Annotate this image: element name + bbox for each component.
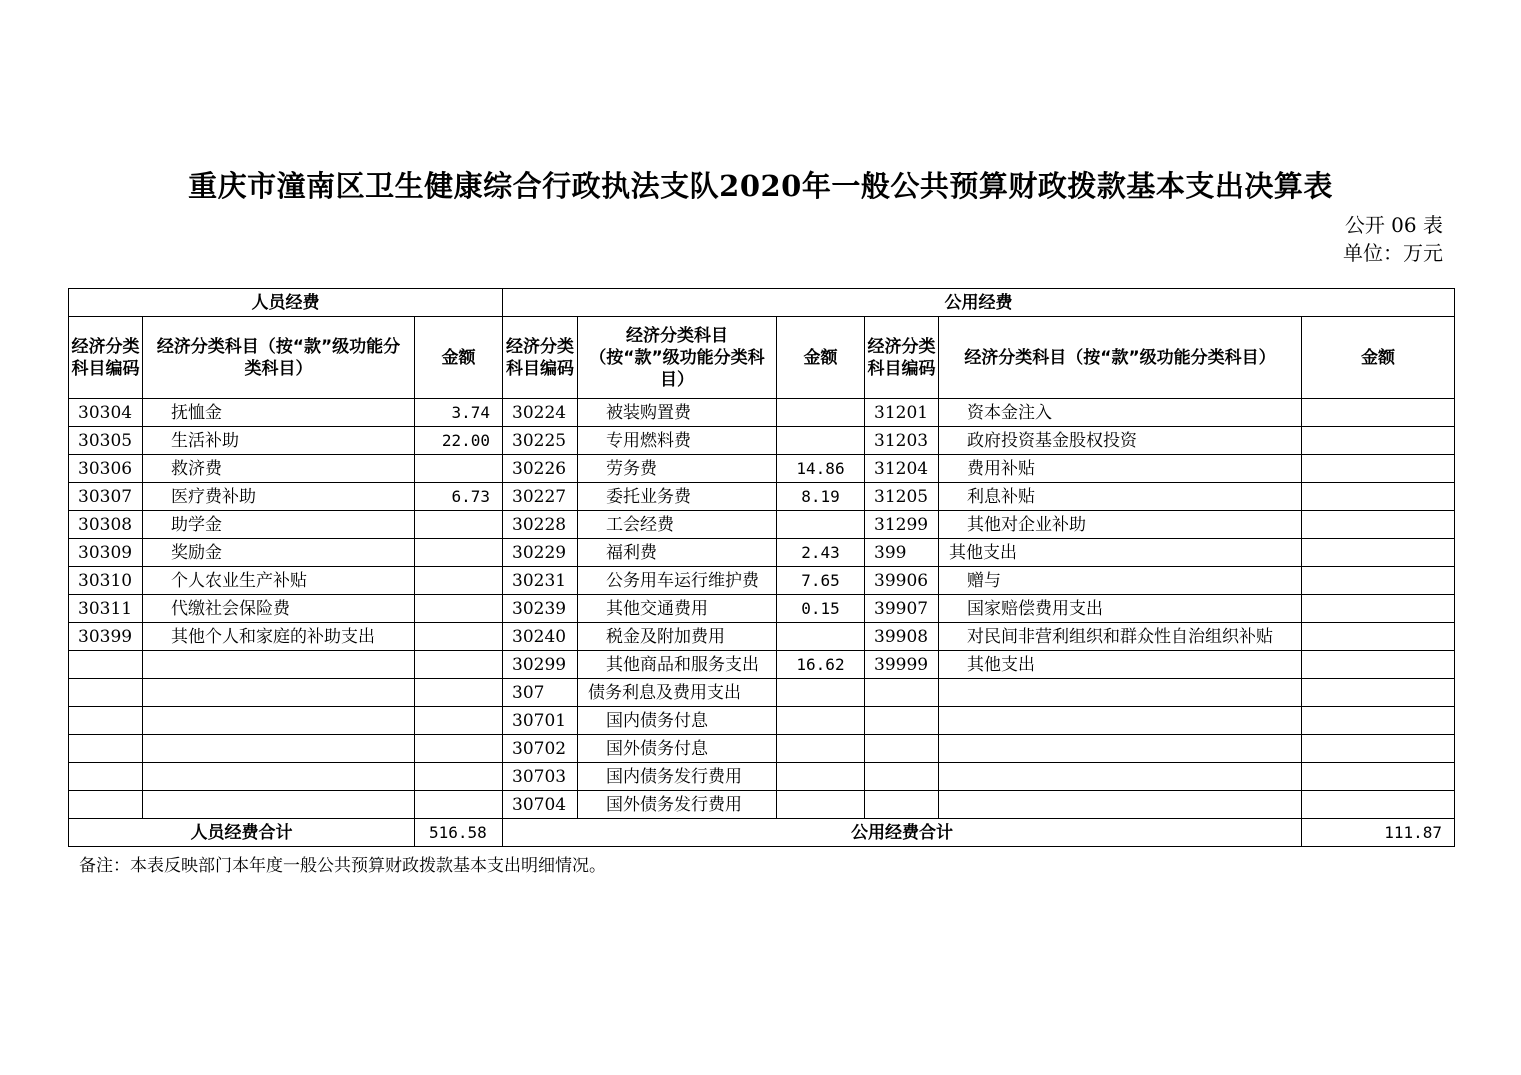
public2-code: 31204 [865,455,939,483]
personnel-amount [415,791,503,819]
table-row [69,427,1455,455]
personnel-total-amount: 516.58 [415,819,503,847]
public2-amount [1302,483,1455,511]
public-code: 30224 [503,399,578,427]
expenditure-table [68,288,1455,847]
public2-name [939,763,1302,791]
header-name: 经济分类科目（按“款”级功能分类科目） [143,317,415,399]
public-name: 劳务费 [578,455,777,483]
public2-code: 39907 [865,595,939,623]
group-header-personnel: 人员经费 [69,289,503,317]
personnel-amount [415,735,503,763]
public-total-amount: 111.87 [1302,819,1455,847]
public2-name [939,791,1302,819]
public-code: 30704 [503,791,578,819]
public2-name [939,707,1302,735]
public2-name: 其他对企业补助 [939,511,1302,539]
public2-name: 其他支出 [939,539,1302,567]
personnel-name: 奖励金 [143,539,415,567]
table-row [69,791,1455,819]
personnel-code [69,679,143,707]
public-code: 30227 [503,483,578,511]
public2-amount [1302,511,1455,539]
public-name: 被装购置费 [578,399,777,427]
public-name: 其他交通费用 [578,595,777,623]
public2-code: 31299 [865,511,939,539]
personnel-name [143,651,415,679]
public2-amount [1302,399,1455,427]
public2-amount [1302,735,1455,763]
public2-name: 其他支出 [939,651,1302,679]
table-row [69,707,1455,735]
table-row [69,735,1455,763]
table-row [69,539,1455,567]
personnel-name [143,791,415,819]
header-amount: 金额 [777,317,865,399]
public-amount: 0.15 [777,595,865,623]
public-code: 30231 [503,567,578,595]
public2-amount [1302,791,1455,819]
header-name: 经济分类科目（按“款”级功能分类科目） [578,317,777,399]
personnel-code [69,707,143,735]
table-row [69,399,1455,427]
personnel-amount [415,595,503,623]
table-number: 公开 06 表 [1344,213,1443,237]
group-header-public: 公用经费 [503,289,1455,317]
public-code: 30229 [503,539,578,567]
public-code: 30703 [503,763,578,791]
personnel-code: 30309 [69,539,143,567]
personnel-code [69,735,143,763]
header-code: 经济分类科目编码 [503,317,578,399]
public-name: 福利费 [578,539,777,567]
personnel-amount [415,455,503,483]
public-amount [777,763,865,791]
public-name: 国内债务发行费用 [578,763,777,791]
public-amount: 2.43 [777,539,865,567]
public2-code: 39908 [865,623,939,651]
public-amount [777,791,865,819]
public2-code: 399 [865,539,939,567]
public-name: 其他商品和服务支出 [578,651,777,679]
public-total-label: 公用经费合计 [503,819,1302,847]
personnel-name [143,679,415,707]
public-name: 税金及附加费用 [578,623,777,651]
personnel-code: 30311 [69,595,143,623]
page-title: 重庆市潼南区卫生健康综合行政执法支队2020年一般公共预算财政拨款基本支出决算表 [188,169,1333,203]
public2-code: 31201 [865,399,939,427]
personnel-code [69,763,143,791]
personnel-amount [415,539,503,567]
public2-code: 31203 [865,427,939,455]
public-amount [777,679,865,707]
public2-amount [1302,707,1455,735]
public-amount: 16.62 [777,651,865,679]
personnel-code: 30310 [69,567,143,595]
personnel-amount [415,511,503,539]
personnel-amount [415,707,503,735]
personnel-amount [415,623,503,651]
public-amount [777,511,865,539]
personnel-code: 30306 [69,455,143,483]
public2-amount [1302,567,1455,595]
public2-code [865,707,939,735]
personnel-code: 30399 [69,623,143,651]
public-code: 30226 [503,455,578,483]
public-name: 国外债务付息 [578,735,777,763]
public-code: 30225 [503,427,578,455]
public2-code: 39906 [865,567,939,595]
personnel-name [143,763,415,791]
public2-amount [1302,679,1455,707]
personnel-code: 30305 [69,427,143,455]
table-row [69,623,1455,651]
public2-name [939,679,1302,707]
public-amount: 8.19 [777,483,865,511]
personnel-code: 30304 [69,399,143,427]
public-code: 30240 [503,623,578,651]
public2-name: 利息补贴 [939,483,1302,511]
public2-name: 国家赔偿费用支出 [939,595,1302,623]
public2-amount [1302,763,1455,791]
table-row [69,651,1455,679]
public-amount: 7.65 [777,567,865,595]
public-name: 委托业务费 [578,483,777,511]
table-row [69,595,1455,623]
personnel-amount [415,651,503,679]
public2-name: 政府投资基金股权投资 [939,427,1302,455]
table-row [69,483,1455,511]
personnel-name: 其他个人和家庭的补助支出 [143,623,415,651]
header-amount: 金额 [1302,317,1455,399]
public2-amount [1302,539,1455,567]
public-name: 公务用车运行维护费 [578,567,777,595]
public-amount [777,427,865,455]
public2-name: 对民间非营利组织和群众性自治组织补贴 [939,623,1302,651]
table-row [69,511,1455,539]
table-row [69,567,1455,595]
personnel-code: 30307 [69,483,143,511]
public-amount [777,623,865,651]
personnel-name: 个人农业生产补贴 [143,567,415,595]
public-code: 30228 [503,511,578,539]
public-code: 30239 [503,595,578,623]
public-name: 债务利息及费用支出 [578,679,777,707]
personnel-name: 抚恤金 [143,399,415,427]
footnote: 备注：本表反映部门本年度一般公共预算财政拨款基本支出明细情况。 [79,856,606,876]
table-row [69,763,1455,791]
public-code: 30702 [503,735,578,763]
personnel-name [143,707,415,735]
public2-amount [1302,623,1455,651]
header-amount: 金额 [415,317,503,399]
header-name: 经济分类科目（按“款”级功能分类科目） [939,317,1302,399]
personnel-amount: 3.74 [415,399,503,427]
public-name: 工会经费 [578,511,777,539]
personnel-name: 助学金 [143,511,415,539]
public2-name: 费用补贴 [939,455,1302,483]
personnel-amount [415,567,503,595]
personnel-name: 代缴社会保险费 [143,595,415,623]
public2-code [865,735,939,763]
personnel-name: 生活补助 [143,427,415,455]
public2-amount [1302,595,1455,623]
personnel-amount: 6.73 [415,483,503,511]
public2-name: 资本金注入 [939,399,1302,427]
header-code: 经济分类科目编码 [69,317,143,399]
public-name: 国外债务发行费用 [578,791,777,819]
personnel-amount [415,763,503,791]
personnel-code [69,651,143,679]
personnel-code: 30308 [69,511,143,539]
table-row [69,679,1455,707]
public2-code: 39999 [865,651,939,679]
personnel-amount [415,679,503,707]
public-amount [777,735,865,763]
public2-name: 赠与 [939,567,1302,595]
personnel-total-label: 人员经费合计 [69,819,415,847]
public-amount: 14.86 [777,455,865,483]
public-code: 30299 [503,651,578,679]
public-name: 专用燃料费 [578,427,777,455]
unit-label: 单位：万元 [1343,241,1443,265]
personnel-name [143,735,415,763]
public-code: 30701 [503,707,578,735]
public2-code [865,763,939,791]
public2-code [865,679,939,707]
public2-code [865,791,939,819]
public2-amount [1302,651,1455,679]
header-code: 经济分类科目编码 [865,317,939,399]
public-code: 307 [503,679,578,707]
public2-amount [1302,427,1455,455]
public-amount [777,399,865,427]
personnel-name: 救济费 [143,455,415,483]
public2-code: 31205 [865,483,939,511]
personnel-name: 医疗费补助 [143,483,415,511]
table-row [69,455,1455,483]
personnel-amount: 22.00 [415,427,503,455]
public2-amount [1302,455,1455,483]
public2-name [939,735,1302,763]
public-amount [777,707,865,735]
personnel-code [69,791,143,819]
public-name: 国内债务付息 [578,707,777,735]
